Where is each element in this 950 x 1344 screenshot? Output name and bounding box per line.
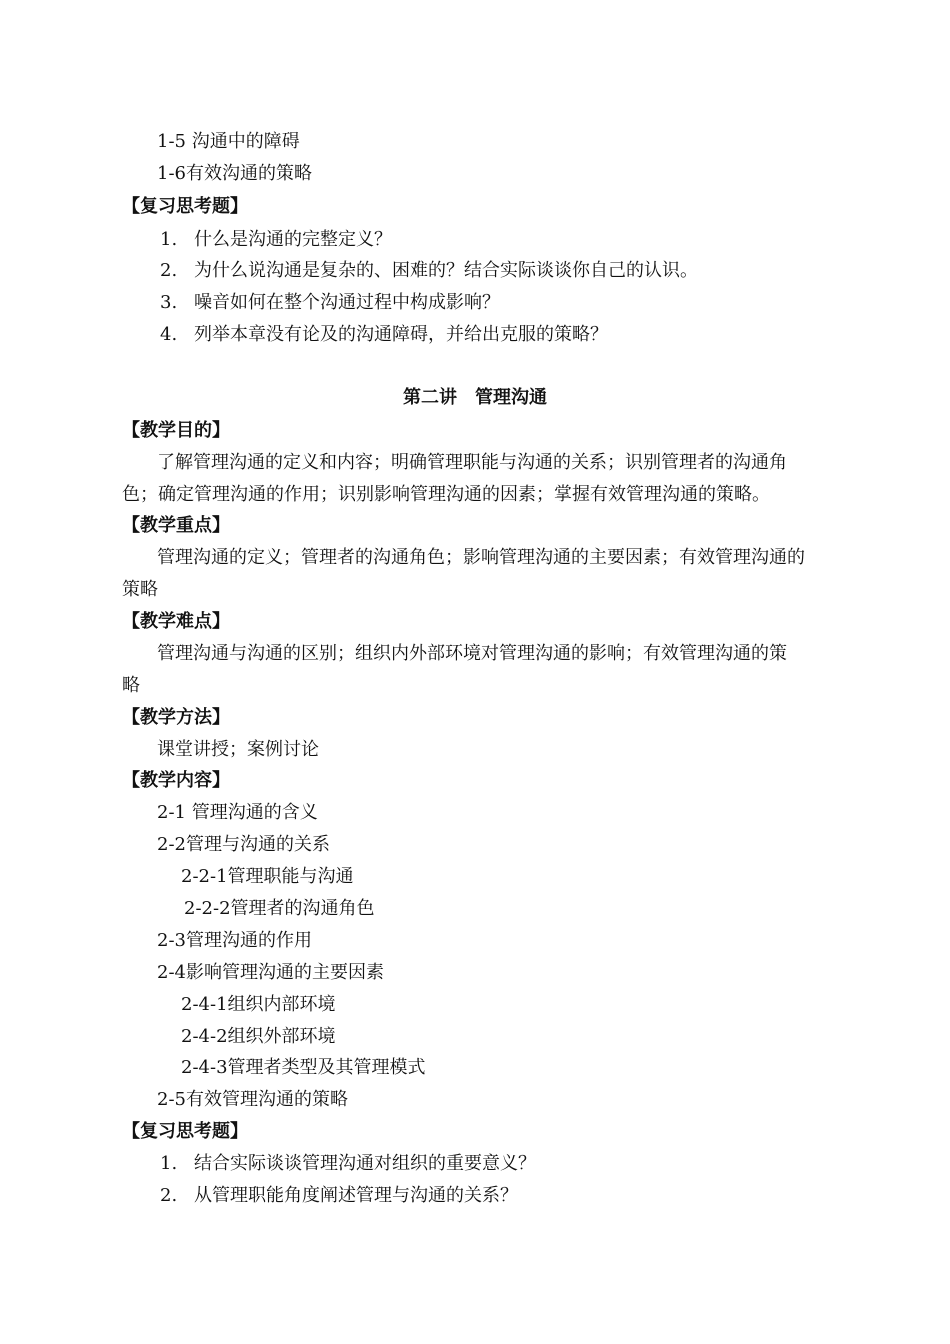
paragraph-line: 略 <box>122 675 140 696</box>
question-number: 1. <box>160 1153 178 1174</box>
review-question <box>160 291 500 315</box>
section-heading-review: 【复习思考题】 <box>122 1121 248 1142</box>
chapter-title: 第二讲 管理沟通 <box>403 387 547 408</box>
content-subitem: 2-4-3管理者类型及其管理模式 <box>181 1057 426 1078</box>
question-number: 4. <box>160 324 178 345</box>
section-heading-objective: 【教学目的】 <box>122 420 230 441</box>
question-number: 3. <box>160 292 178 313</box>
paragraph-line: 管理沟通的定义；管理者的沟通角色；影响管理沟通的主要因素；有效管理沟通的 <box>157 547 805 568</box>
content-subitem: 2-4-2组织外部环境 <box>181 1026 336 1047</box>
content-item: 1-5 沟通中的障碍 <box>157 131 300 152</box>
question-number: 2. <box>160 1185 178 1206</box>
review-question <box>160 259 698 283</box>
section-heading-difficulties: 【教学难点】 <box>122 611 230 632</box>
question-text: 为什么说沟通是复杂的、困难的？结合实际谈谈你自己的认识。 <box>194 260 698 281</box>
question-text: 结合实际谈谈管理沟通对组织的重要意义？ <box>194 1153 536 1174</box>
section-heading-keypoints: 【教学重点】 <box>122 515 230 536</box>
content-subitem: 2-4-1组织内部环境 <box>181 994 336 1015</box>
paragraph-line: 课堂讲授；案例讨论 <box>157 739 319 760</box>
paragraph-line: 了解管理沟通的定义和内容；明确管理职能与沟通的关系；识别管理者的沟通角 <box>157 452 787 473</box>
section-heading-methods: 【教学方法】 <box>122 707 230 728</box>
question-text: 从管理职能角度阐述管理与沟通的关系？ <box>194 1185 518 1206</box>
question-number: 2. <box>160 260 178 281</box>
paragraph-line: 管理沟通与沟通的区别；组织内外部环境对管理沟通的影响；有效管理沟通的策 <box>157 643 787 664</box>
content-item: 2-5有效管理沟通的策略 <box>157 1089 348 1110</box>
review-question <box>160 323 608 347</box>
content-item: 2-3管理沟通的作用 <box>157 930 312 951</box>
content-subitem: 2-2-2管理者的沟通角色 <box>184 898 375 919</box>
section-heading-review: 【复习思考题】 <box>122 196 248 217</box>
content-item: 1-6有效沟通的策略 <box>157 163 312 184</box>
section-heading-content: 【教学内容】 <box>122 770 230 791</box>
review-question <box>160 228 392 252</box>
paragraph-line: 色；确定管理沟通的作用；识别影响管理沟通的因素；掌握有效管理沟通的策略。 <box>122 484 770 505</box>
question-text: 什么是沟通的完整定义？ <box>194 229 392 250</box>
content-item: 2-1 管理沟通的含义 <box>157 802 318 823</box>
question-number: 1. <box>160 229 178 250</box>
content-item: 2-4影响管理沟通的主要因素 <box>157 962 384 983</box>
content-subitem: 2-2-1管理职能与沟通 <box>181 866 354 887</box>
paragraph-line: 策略 <box>122 579 158 600</box>
question-text: 列举本章没有论及的沟通障碍，并给出克服的策略？ <box>194 324 608 345</box>
review-question <box>160 1152 536 1176</box>
content-item: 2-2管理与沟通的关系 <box>157 834 330 855</box>
review-question <box>160 1184 518 1208</box>
question-text: 噪音如何在整个沟通过程中构成影响？ <box>194 292 500 313</box>
